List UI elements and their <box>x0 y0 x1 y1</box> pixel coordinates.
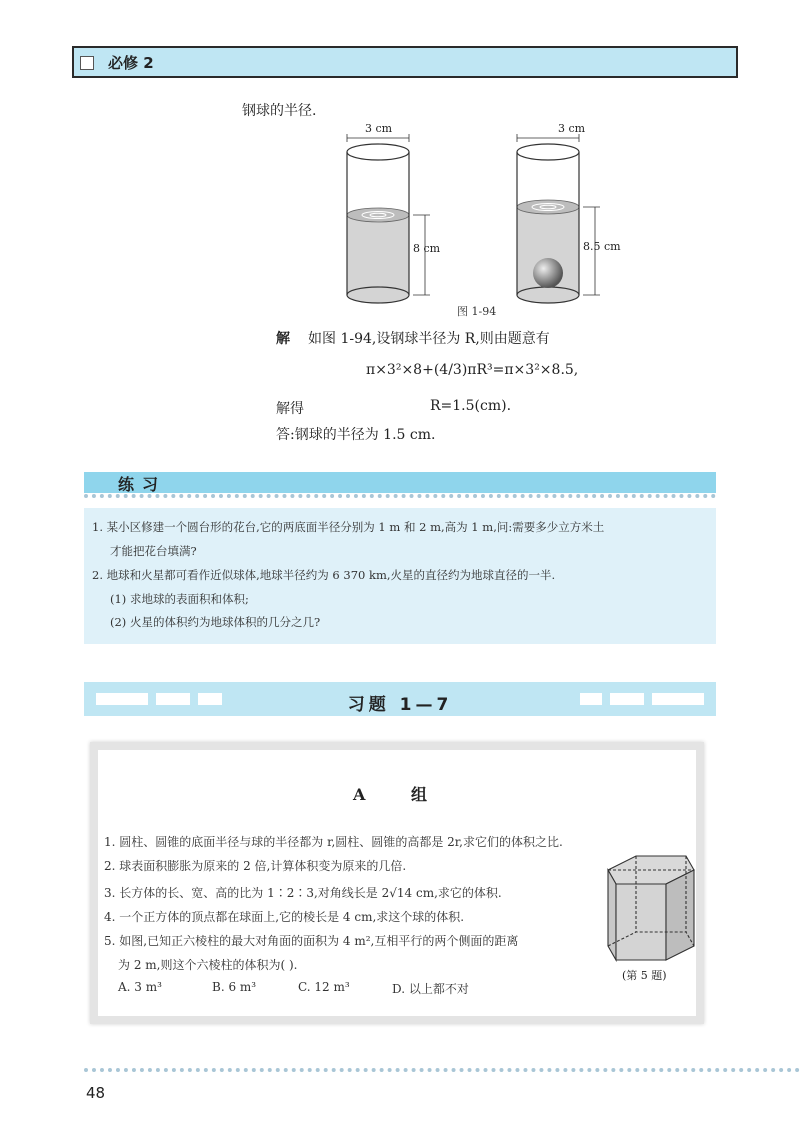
question: 5. 如图,已知正六棱柱的最大对角面的面积为 4 m²,互相平行的两个侧面的距离 <box>104 934 519 948</box>
right-cylinder <box>517 134 600 303</box>
page-number: 48 <box>86 1084 106 1102</box>
exercise-title: 练习 <box>118 475 167 494</box>
solve-label: 解得 <box>276 401 304 417</box>
option-b: B. 6 m³ <box>212 980 257 994</box>
intro-text: 钢球的半径. <box>242 103 317 119</box>
exercise-item: 2. 地球和火星都可看作近似球体,地球半径约为 6 370 km,火星的直径约为地球直径的一半. <box>92 568 556 582</box>
solution-line-1: 如图 1-94,设钢球半径为 R,则由题意有 <box>308 331 550 347</box>
figure-5-caption: (第 5 题) <box>622 969 667 982</box>
header-square-icon <box>80 56 94 70</box>
footer-dotted-divider <box>84 1068 800 1072</box>
problem-set-title: 习题 1—7 <box>347 695 453 715</box>
question: 1. 圆柱、圆锥的底面半径与球的半径都为 r,圆柱、圆锥的高都是 2r,求它们的体积之比. <box>104 835 563 849</box>
exercise-header-bar <box>84 472 716 493</box>
solution-answer: 答:钢球的半径为 1.5 cm. <box>276 427 436 443</box>
chapter-title: 必修 2 <box>108 54 154 72</box>
exercise-item: (2) 火星的体积约为地球体积的几分之几? <box>110 615 321 629</box>
left-diameter-label: 3 cm <box>365 122 393 135</box>
exercise-item: (1) 求地球的表面积和体积; <box>110 592 249 606</box>
left-cylinder <box>347 134 430 303</box>
group-title: A 组 <box>353 785 447 804</box>
exercise-item: 1. 某小区修建一个圆台形的花台,它的两底面半径分别为 1 m 和 2 m,高为 1 m,问:需要多少立方米土 <box>92 520 605 534</box>
exercise-item: 才能把花台填满? <box>110 544 197 558</box>
question: 3. 长方体的长、宽、高的比为 1∶2∶3,对角线长是 2√14 cm,求它的体积. <box>104 886 502 900</box>
hex-prism-figure <box>600 850 700 965</box>
right-diameter-label: 3 cm <box>558 122 586 135</box>
chapter-header-bar <box>72 46 738 78</box>
option-a: A. 3 m³ <box>118 980 162 994</box>
question: 4. 一个正方体的顶点都在球面上,它的棱长是 4 cm,求这个球的体积. <box>104 910 465 924</box>
question: 为 2 m,则这个六棱柱的体积为( ). <box>118 958 298 972</box>
solution-equation: π×3²×8+(4/3)πR³=π×3²×8.5, <box>366 362 579 378</box>
solution-label: 解 <box>276 331 290 347</box>
question: 2. 球表面积膨胀为原来的 2 倍,计算体积变为原来的几倍. <box>104 859 407 873</box>
dotted-divider <box>84 494 716 498</box>
left-height-label: 8 cm <box>413 242 441 255</box>
option-d: D. 以上都不对 <box>392 982 469 996</box>
figure-caption: 图 1-94 <box>457 305 497 318</box>
cylinders-figure <box>335 120 635 305</box>
option-c: C. 12 m³ <box>298 980 350 994</box>
right-height-label: 8.5 cm <box>583 240 621 253</box>
steel-ball <box>533 258 563 288</box>
solution-result: R=1.5(cm). <box>430 398 512 414</box>
